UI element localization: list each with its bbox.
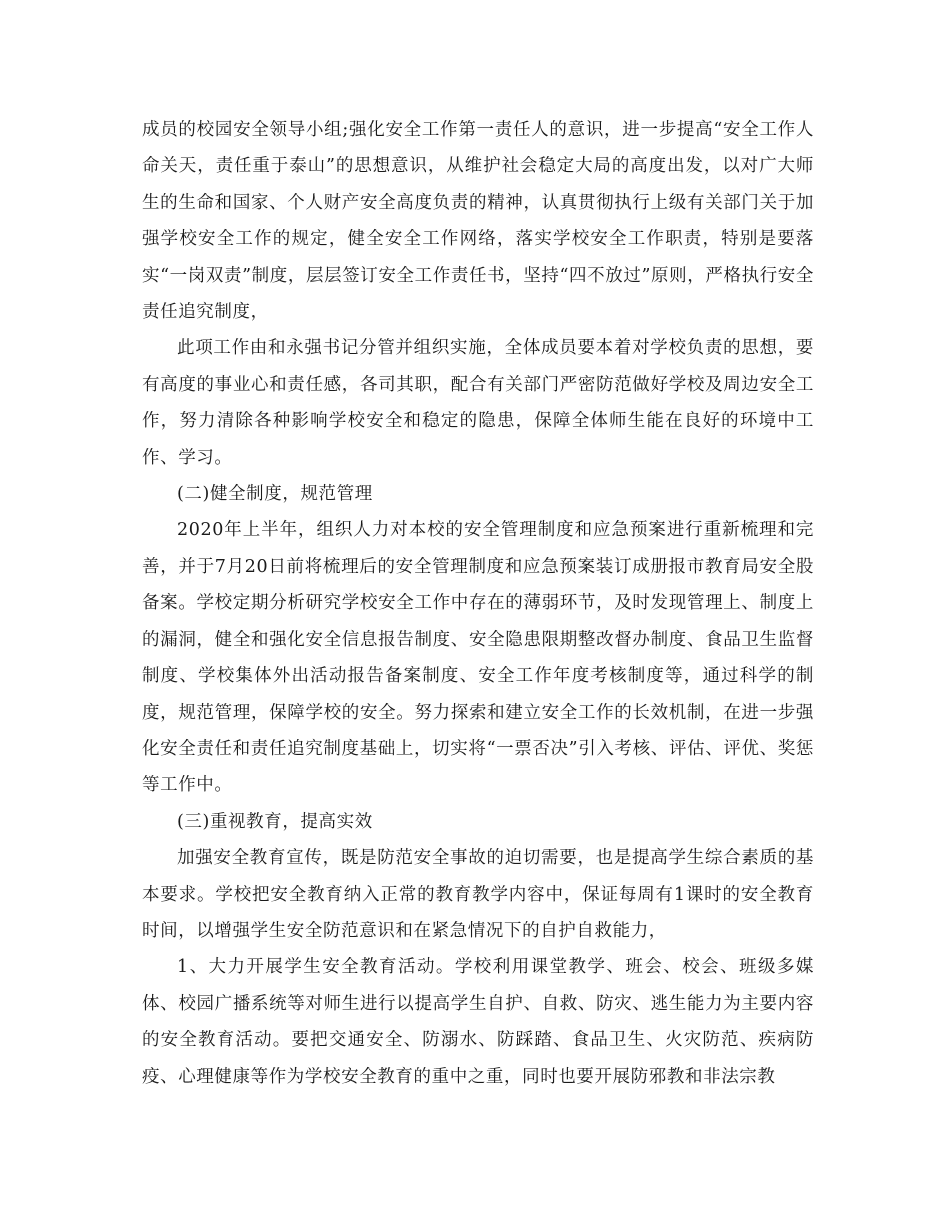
- section-heading-system: (二)健全制度，规范管理: [177, 484, 373, 505]
- paragraph-system-management: 2020年上半年，组织人力对本校的安全管理制度和应急预案进行重新梳理和完善，并于7月20日前将梳理后的安全管理制度和应急预案装订成册报市教育局安全股备案。学校定期分析研究学校安全工作中存在的薄弱环节，及时发现管理上、制度上的漏洞，健全和强化安全信息报告制度、安全隐患限期整改督办制度、食品卫生监督制度、学校集体外出活动报告备案制度、安全工作年度考核制度等，通过科学的制度，规范管理，保障学校的安全。努力探索和建立安全工作的长效机制，在进一步强化安全责任和责任追究制度基础上，切实将“一票否决”引入考核、评估、评优、奖惩等工作中。: [142, 520, 814, 796]
- paragraph-work-assignment: 此项工作由和永强书记分管并组织实施，全体成员要本着对学校负责的思想，要有高度的事业心和责任感，各司其职，配合有关部门严密防范做好学校及周边安全工作，努力清除各种影响学校安全和稳定的隐患，保障全体师生能在良好的环境中工作、学习。: [142, 338, 814, 468]
- paragraph-education-intro: 加强安全教育宣传，既是防范安全事故的迫切需要，也是提高学生综合素质的基本要求。学校把安全教育纳入正常的教育教学内容中，保证每周有1课时的安全教育时间，以增强学生安全防范意识和在紧急情况下的自护自救能力，: [142, 848, 814, 941]
- section-heading-education: (三)重视教育，提高实效: [177, 811, 373, 832]
- paragraph-continuation: 成员的校园安全领导小组;强化安全工作第一责任人的意识，进一步提高“安全工作人命关天，责任重于泰山”的思想意识，从维护社会稳定大局的高度出发，以对广大师生的生命和国家、个人财产安全高度负责的精神，认真贯彻执行上级有关部门关于加强学校安全工作的规定，健全安全工作网络，落实学校安全工作职责，特别是要落实“一岗双责”制度，层层签订安全工作责任书，坚持“四不放过”原则，严格执行安全责任追究制度，: [142, 120, 814, 323]
- paragraph-education-activities: 1、大力开展学生安全教育活动。学校利用课堂教学、班会、校会、班级多媒体、校园广播系统等对师生进行以提高学生自护、自救、防灾、逃生能力为主要内容的安全教育活动。要把交通安全、防溺水、防踩踏、食品卫生、火灾防范、疾病防疫、心理健康等作为学校安全教育的重中之重，同时也要开展防邪教和非法宗教: [142, 957, 814, 1087]
- document-body: [142, 112, 814, 1095]
